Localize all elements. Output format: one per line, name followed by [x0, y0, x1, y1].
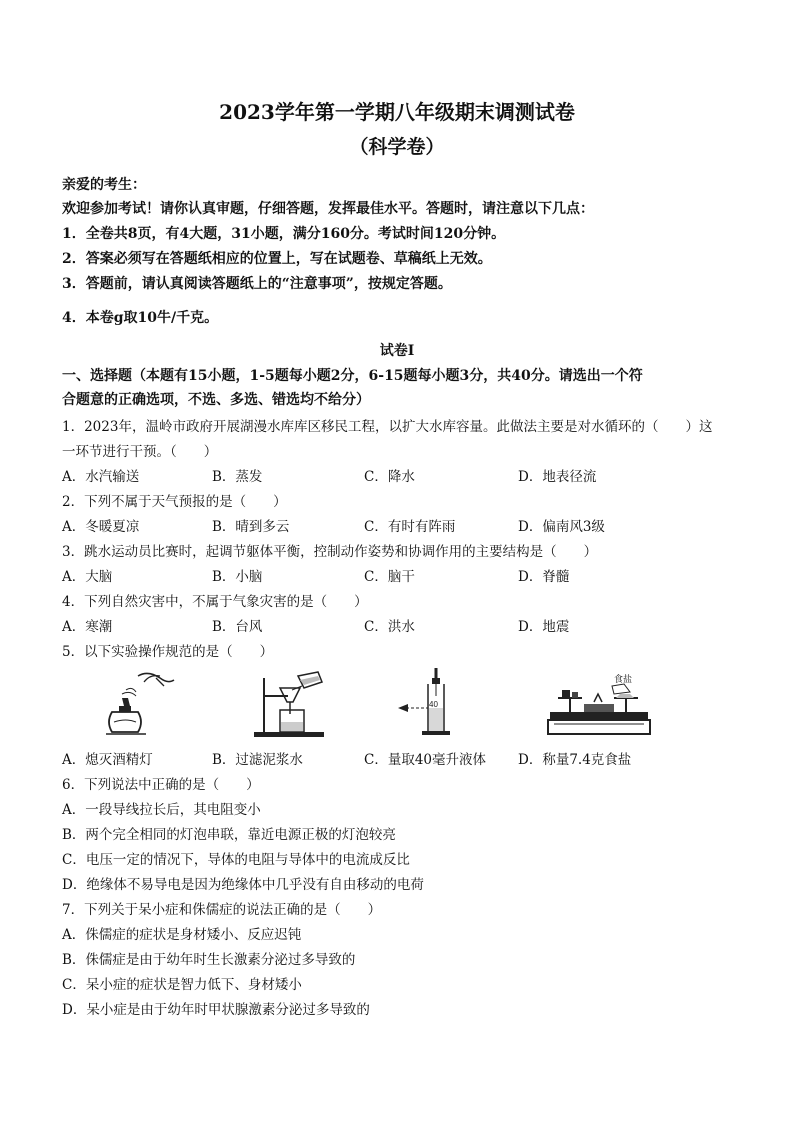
page-subtitle: （科学卷）	[349, 136, 445, 158]
question-2-option-b: B．晴到多云	[212, 519, 290, 535]
question-2-option-a: A．冬暖夏凉	[62, 519, 140, 535]
question-7-option-a: A．侏儒症的症状是身材矮小、反应迟钝	[62, 927, 302, 943]
question-7-option-c: C．呆小症的症状是智力低下、身材矮小	[62, 977, 302, 993]
cylinder-scale-label: 40	[429, 700, 438, 709]
question-3-option-d: D．脊髓	[518, 569, 570, 585]
question-7-option-d: D．呆小症是由于幼年时甲状腺激素分泌过多导致的	[62, 1002, 370, 1018]
note-2: 2．答案必须写在答题纸相应的位置上，写在试题卷、草稿纸上无效。	[62, 251, 492, 267]
question-2-option-d: D．偏南风3级	[518, 519, 605, 535]
question-4-option-d: D．地震	[518, 619, 570, 635]
filtration-figure	[240, 668, 350, 740]
greeting: 亲爱的考生：	[62, 177, 146, 193]
note-4: 4．本卷g取10牛/千克。	[62, 310, 219, 326]
question-1-option-d: D．地表径流	[518, 469, 597, 485]
section-heading-line1: 一、选择题（本题有15小题，1-5题每小题2分，6-15题每小题3分，共40分。请选出一个符	[62, 368, 643, 384]
question-4-option-c: C．洪水	[364, 619, 415, 635]
question-5-option-d: D．称量7.4克食盐	[518, 752, 632, 768]
question-5-option-a: A．熄灭酒精灯	[62, 752, 153, 768]
note-1: 1．全卷共8页，有4大题，31小题，满分160分。考试时间120分钟。	[62, 226, 506, 242]
salt-label: 食盐	[614, 675, 633, 685]
note-3: 3．答题前，请认真阅读答题纸上的“注意事项”，按规定答题。	[62, 276, 452, 292]
question-7-option-b: B．侏儒症是由于幼年时生长激素分泌过多导致的	[62, 952, 356, 968]
page-title: 2023学年第一学期八年级期末调测试卷	[219, 100, 575, 124]
question-6-stem: 6．下列说法中正确的是（ ）	[62, 777, 260, 793]
question-1-option-a: A．水汽输送	[62, 469, 140, 485]
question-7-stem: 7．下列关于呆小症和侏儒症的说法正确的是（ ）	[62, 902, 382, 918]
question-5-option-b: B．过滤泥浆水	[212, 752, 303, 768]
graduated-cylinder-figure	[392, 668, 502, 740]
question-1-option-b: B．蒸发	[212, 469, 263, 485]
question-6-option-b: B．两个完全相同的灯泡串联，靠近电源正极的灯泡较亮	[62, 827, 396, 843]
part-label: 试卷Ⅰ	[379, 343, 415, 359]
question-3-option-b: B．小脑	[212, 569, 263, 585]
question-4-stem: 4．下列自然灾害中，不属于气象灾害的是（ ）	[62, 594, 368, 610]
question-1-option-c: C．降水	[364, 469, 415, 485]
question-2-stem: 2．下列不属于天气预报的是（ ）	[62, 494, 287, 510]
question-3-stem: 3．跳水运动员比赛时，起调节躯体平衡，控制动作姿势和协调作用的主要结构是（ ）	[62, 544, 598, 560]
question-2-option-c: C．有时有阵雨	[364, 519, 456, 535]
balance-scale-figure	[544, 668, 654, 740]
alcohol-lamp-blowing-figure	[86, 668, 196, 740]
question-3-option-a: A．大脑	[62, 569, 113, 585]
question-5-stem: 5．以下实验操作规范的是（ ）	[62, 644, 274, 660]
question-1-stem-cont: 一环节进行干预。（ ）	[62, 444, 218, 460]
question-6-option-d: D．绝缘体不易导电是因为绝缘体中几乎没有自由移动的电荷	[62, 877, 424, 893]
question-1-stem: 1．2023年，温岭市政府开展湖漫水库库区移民工程，以扩大水库容量。此做法主要是对水循环的（ ）这	[62, 419, 713, 435]
welcome-text: 欢迎参加考试！请你认真审题，仔细答题，发挥最佳水平。答题时，请注意以下几点：	[62, 201, 594, 217]
question-4-option-a: A．寒潮	[62, 619, 113, 635]
question-5-option-c: C．量取40毫升液体	[364, 752, 487, 768]
section-heading-line2: 合题意的正确选项，不选、多选、错选均不给分）	[62, 392, 370, 408]
question-6-option-a: A．一段导线拉长后，其电阻变小	[62, 802, 261, 818]
question-3-option-c: C．脑干	[364, 569, 415, 585]
question-6-option-c: C．电压一定的情况下，导体的电阻与导体中的电流成反比	[62, 852, 410, 868]
question-4-option-b: B．台风	[212, 619, 263, 635]
